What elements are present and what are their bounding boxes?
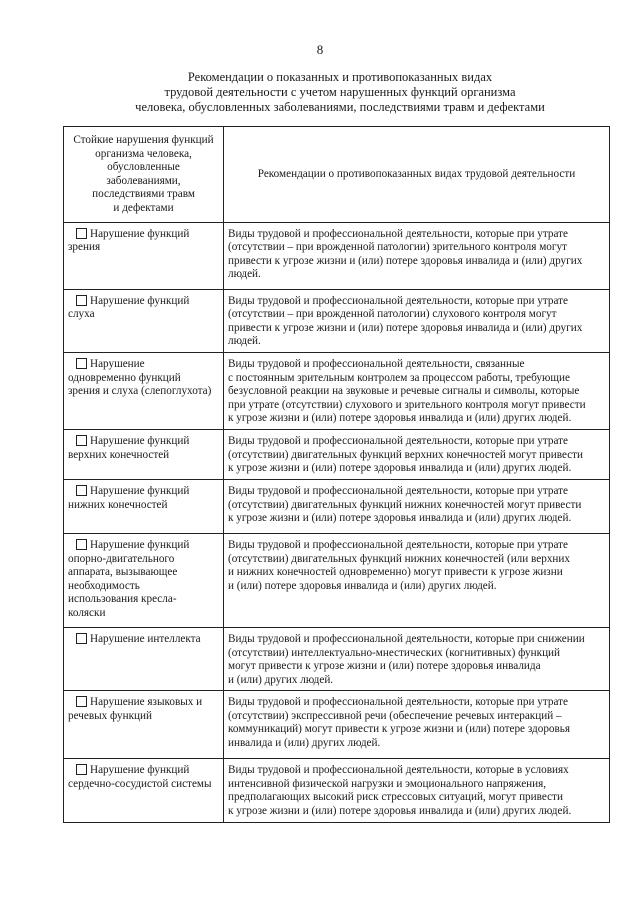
- recommendation-text-line: (отсутствии – при врожденной патологии) слухового контроля могут: [228, 308, 557, 321]
- checkbox[interactable]: [76, 539, 87, 550]
- title-line: Рекомендации о показанных и противопоказанных видах: [187, 70, 493, 84]
- recommendation-text-line: к угрозе жизни и (или) потере здоровья инвалида и (или) других людей.: [228, 412, 572, 425]
- impairment-label: необходимость: [68, 579, 140, 592]
- recommendation-text-line: Виды трудовой и профессиональной деятельности, которые в условиях: [228, 764, 569, 777]
- impairment-cell: [64, 429, 224, 479]
- impairment-label: Нарушение: [90, 357, 145, 370]
- impairment-cell: [64, 479, 224, 533]
- table-row: [64, 533, 610, 627]
- recommendation-text-line: к угрозе жизни и (или) потере здоровья инвалида и (или) других людей.: [228, 462, 572, 475]
- recommendation-text-line: интенсивной физической нагрузки и эмоционального напряжения,: [228, 777, 547, 790]
- impairment-label: коляски: [68, 606, 106, 619]
- impairment-cell: [64, 691, 224, 759]
- recommendation-cell: [224, 222, 610, 289]
- impairment-label: аппарата, вызывающее: [68, 566, 178, 579]
- impairment-label: опорно-двигательного: [68, 552, 175, 565]
- impairment-label: слуха: [68, 308, 95, 321]
- impairment-label: речевых функций: [68, 709, 153, 722]
- checkbox[interactable]: [76, 228, 87, 239]
- checkbox[interactable]: [76, 358, 87, 369]
- recommendation-text-line: и (или) других людей.: [228, 673, 334, 686]
- impairment-label: Нарушение функций: [90, 484, 190, 497]
- impairment-cell: [64, 222, 224, 289]
- checkbox[interactable]: [76, 696, 87, 707]
- recommendation-text-line: Виды трудовой и профессиональной деятельности, которые при утрате: [228, 696, 569, 709]
- impairment-label: нижних конечностей: [68, 498, 168, 511]
- recommendation-cell: [224, 479, 610, 533]
- recommendation-cell: [224, 429, 610, 479]
- recommendation-text-line: инвалида и (или) других людей.: [228, 737, 381, 750]
- header-line: и дефектами: [113, 201, 174, 214]
- impairment-cell: [64, 627, 224, 690]
- header-line: заболеваниями,: [106, 174, 181, 187]
- recommendation-text-line: Виды трудовой и профессиональной деятельности, которые при утрате: [228, 227, 569, 240]
- recommendation-text-line: коммуникаций) могут привести к угрозе жизни и (или) потере здоровья: [228, 723, 571, 736]
- recommendation-text-line: (отсутствии) двигательных функций нижних конечностей могут привести: [228, 498, 582, 511]
- table-row: [64, 627, 610, 690]
- header-line: Стойкие нарушения функций: [73, 134, 214, 146]
- impairment-cell: [64, 533, 224, 627]
- recommendation-text-line: к угрозе жизни и (или) потере здоровья инвалида и (или) других людей.: [228, 805, 572, 818]
- recommendation-cell: [224, 691, 610, 759]
- checkbox[interactable]: [76, 295, 87, 306]
- recommendation-text-line: при утрате (отсутствии) слухового и зрительного контроля могут привести: [228, 398, 586, 411]
- header-recommendations: Рекомендации о противопоказанных видах трудовой деятельности: [224, 127, 610, 223]
- impairment-cell: [64, 289, 224, 352]
- title-line: человека, обусловленных заболеваниями, последствиями травм и дефектами: [135, 100, 545, 114]
- impairment-label: использования кресла-: [68, 593, 177, 606]
- recommendation-text-line: (отсутствии) двигательных функций нижних конечностей (или верхних: [228, 552, 570, 565]
- impairment-label: Нарушение интеллекта: [90, 632, 201, 645]
- recommendation-text-line: (отсутствии) двигательных функций верхних конечностей могут привести: [228, 448, 584, 461]
- impairment-label: Нарушение языковых и: [90, 696, 203, 709]
- recommendation-text-line: Виды трудовой и профессиональной деятельности, которые при снижении: [228, 632, 585, 645]
- recommendation-text-line: привести к угрозе жизни и (или) потере здоровья инвалида и (или) других: [228, 254, 583, 267]
- impairment-label: зрения: [68, 241, 101, 254]
- recommendation-text-line: предполагающих высокий риск стрессовых ситуаций, могут привести: [228, 791, 563, 804]
- recommendation-text-line: (отсутствии – при врожденной патологии) зрительного контроля могут: [228, 241, 567, 254]
- document-title: [60, 70, 620, 115]
- recommendation-cell: [224, 289, 610, 352]
- checkbox[interactable]: [76, 435, 87, 446]
- header-impairments: [64, 127, 224, 223]
- page-number: 8: [316, 42, 324, 57]
- impairment-label: Нарушение функций: [90, 227, 190, 240]
- recommendation-text-line: Виды трудовой и профессиональной деятельности, которые при утрате: [228, 434, 569, 447]
- recommendation-text-line: безусловной реакции на звуковые и речевые сигналы и символы, которые: [228, 385, 580, 398]
- header-line: организма человека,: [95, 147, 192, 160]
- impairment-label: Нарушение функций: [90, 294, 190, 307]
- recommendation-text-line: к угрозе жизни и (или) потере здоровья инвалида и (или) других людей.: [228, 512, 572, 525]
- impairment-label: Нарушение функций: [90, 434, 190, 447]
- recommendation-cell: [224, 627, 610, 690]
- recommendation-text-line: привести к угрозе жизни и (или) потере здоровья инвалида и (или) других: [228, 321, 583, 334]
- impairment-label: Нарушение функций: [90, 764, 190, 777]
- table-row: [64, 352, 610, 429]
- recommendation-text-line: Виды трудовой и профессиональной деятельности, которые при утрате: [228, 538, 569, 551]
- recommendation-text-line: (отсутствии) интеллектуально-мнестических (когнитивных) функций: [228, 646, 561, 659]
- recommendation-text-line: с постоянным зрительным контролем за процессом работы, требующие: [228, 371, 570, 384]
- impairment-label: Нарушение функций: [90, 538, 190, 551]
- table-row: [64, 289, 610, 352]
- table-row: [64, 691, 610, 759]
- recommendation-text-line: Виды трудовой и профессиональной деятельности, которые при утрате: [228, 294, 569, 307]
- impairment-label: зрения и слуха (слепоглухота): [68, 385, 212, 398]
- header-line: последствиями травм: [92, 188, 195, 201]
- checkbox[interactable]: [76, 764, 87, 775]
- recommendation-text-line: людей.: [228, 268, 261, 281]
- recommendation-text-line: могут привести к угрозе жизни и (или) потере здоровья инвалида: [228, 660, 541, 673]
- table-row: [64, 429, 610, 479]
- impairment-cell: [64, 759, 224, 822]
- recommendation-text-line: и (или) потере здоровья инвалида и (или) других людей.: [228, 579, 497, 592]
- impairment-cell: [64, 352, 224, 429]
- table-row: [64, 759, 610, 822]
- checkbox[interactable]: [76, 633, 87, 644]
- recommendations-table: [63, 126, 610, 823]
- recommendation-text-line: и нижних конечностей одновременно) могут привести к угрозе жизни: [228, 566, 563, 579]
- recommendation-text-line: Виды трудовой и профессиональной деятельности, связанные: [228, 357, 525, 370]
- recommendation-cell: [224, 533, 610, 627]
- recommendation-text-line: (отсутствии) экспрессивной речи (обеспечение речевых интеракций –: [228, 709, 562, 722]
- recommendation-text-line: Виды трудовой и профессиональной деятельности, которые при утрате: [228, 484, 569, 497]
- checkbox[interactable]: [76, 485, 87, 496]
- table-row: [64, 222, 610, 289]
- impairment-label: верхних конечностей: [68, 448, 170, 461]
- recommendation-cell: [224, 759, 610, 822]
- recommendation-text-line: людей.: [228, 335, 261, 348]
- recommendation-cell: [224, 352, 610, 429]
- table-header-row: [64, 127, 610, 223]
- header-line: обусловленные: [107, 161, 180, 174]
- impairment-label: одновременно функций: [68, 371, 181, 384]
- impairment-label: сердечно-сосудистой системы: [68, 777, 212, 790]
- table-row: [64, 479, 610, 533]
- title-line: трудовой деятельности с учетом нарушенных функций организма: [164, 85, 516, 99]
